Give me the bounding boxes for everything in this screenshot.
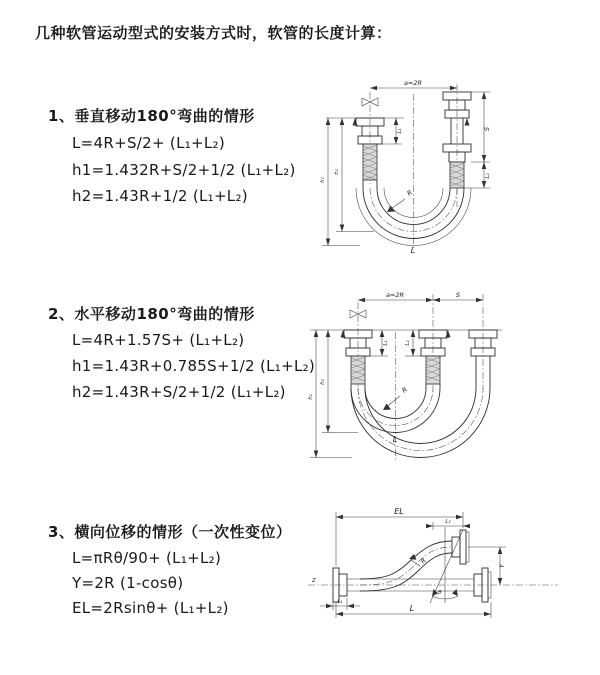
dim-label-el: EL [394, 507, 404, 516]
dim-label-h2: h₂ [334, 169, 340, 175]
page-title: 几种软管运动型式的安装方式时，软管的长度计算： [35, 24, 392, 42]
radius-leader [383, 385, 409, 410]
section-2-heading: 2、水平移动180°弯曲的情形 [48, 305, 255, 323]
formula-line: EL=2Rsinθ+ (L₁+L₂) [72, 599, 229, 617]
diagram-horizontal-180-svg [300, 282, 600, 467]
formula-line: h1=1.43R+0.785S+1/2 (L₁+L₂) [72, 357, 316, 375]
dimension-el [336, 507, 463, 566]
dimension-h1 [308, 330, 352, 458]
dimension-h1 [320, 118, 360, 246]
formula-line: h1=1.432R+S/2+1/2 (L₁+L₂) [72, 161, 296, 179]
dim-label-a2r: a=2R [385, 291, 405, 299]
up-arrow [341, 330, 346, 338]
section-1-heading: 1、垂直移动180°弯曲的情形 [48, 107, 255, 125]
dim-label-theta: θ [438, 590, 442, 596]
formula-line: h2=1.43R+1/2 (L₁+L₂) [72, 187, 248, 205]
hose-end-symbol [362, 98, 378, 106]
dimension-a2r [370, 79, 457, 90]
up-arrow [353, 118, 358, 126]
dim-label-l: L [409, 604, 415, 613]
dimension-l1 [320, 598, 360, 610]
dimension-l2 [482, 162, 491, 188]
formula-line: L=4R+S/2+ (L₁+L₂) [72, 134, 226, 152]
dimension-a2r [358, 291, 433, 302]
diagram-horizontal-180 [300, 282, 600, 467]
dim-label-l-total: L [392, 435, 398, 444]
dim-label-l2: L₂ [405, 340, 411, 346]
formula-line: L=πRθ/90+ (L₁+L₂) [72, 549, 222, 567]
centerlines [358, 294, 483, 460]
angle-construction [430, 527, 463, 603]
dim-label-l2: L₂ [485, 173, 491, 179]
dimension-l2 [426, 519, 470, 530]
formula-line: Y=2R (1-cosθ) [72, 574, 184, 592]
dimension-s [433, 291, 483, 302]
dimension-l-total [336, 602, 491, 618]
dim-label-y: Y [498, 564, 506, 568]
diagram-lateral-displacement [300, 502, 600, 647]
radius-leader [409, 554, 428, 566]
dim-label-l1: L₁ [337, 599, 343, 605]
dim-label-r: R [400, 385, 409, 395]
dimension-s [482, 92, 491, 162]
dim-label-h2: h₂ [320, 379, 326, 385]
diagram-vertical-180 [312, 72, 592, 257]
formula-line: h2=1.43R+S/2+1/2 (L₁+L₂) [72, 383, 286, 401]
dim-label-h1: h₁ [320, 177, 326, 183]
dim-label-s: S [455, 291, 461, 299]
dim-label-r: R [405, 188, 414, 198]
dim-label-l1: L₁ [397, 128, 403, 134]
dimension-l1 [382, 118, 403, 144]
diagram-lateral-svg [300, 502, 600, 647]
dim-label-r: R [419, 556, 428, 566]
axis-mark-z: Z [312, 578, 316, 584]
dim-label-l1: L₁ [383, 340, 389, 346]
up-arrow [465, 118, 470, 126]
hose-u-bend-moved [351, 388, 490, 458]
curved-hose [360, 541, 452, 591]
up-arrow [446, 330, 451, 338]
formula-line: L=4R+1.57S+ (L₁+L₂) [72, 331, 245, 349]
centerlines [370, 84, 457, 250]
dim-label-s: S [483, 126, 491, 132]
radius-leader [387, 188, 414, 212]
dim-label-a2r: a=2R [403, 79, 423, 87]
dim-label-l-total: L [410, 246, 416, 255]
dimension-l1 [370, 330, 389, 356]
dim-label-h1: h₁ [308, 394, 314, 400]
dim-label-l2: L₂ [445, 519, 451, 525]
diagram-vertical-180-svg [312, 72, 592, 257]
section-3-heading: 3、横向位移的情形（一次性变位） [48, 523, 292, 541]
